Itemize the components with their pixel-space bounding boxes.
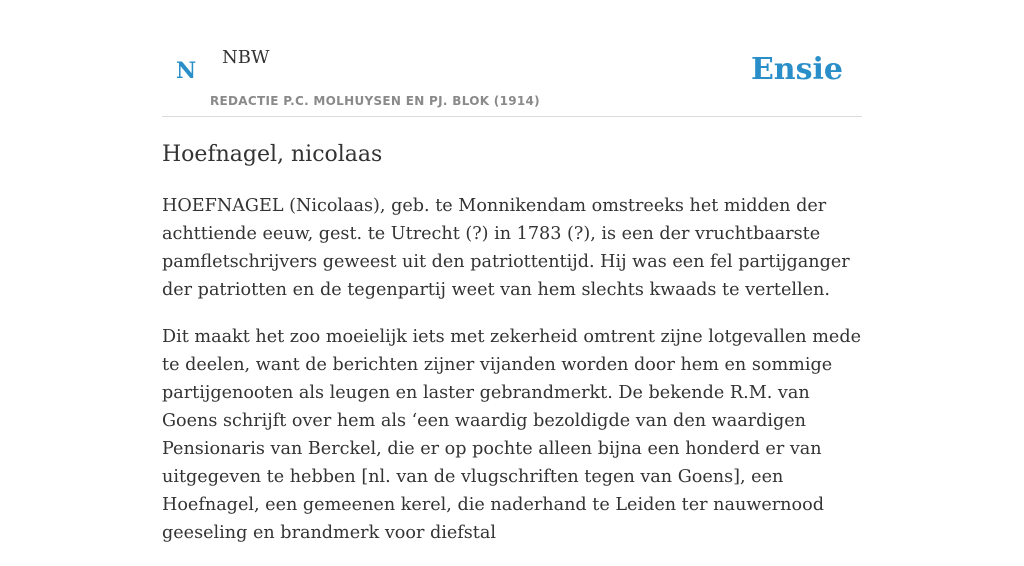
article-paragraph: HOEFNAGEL (Nicolaas), geb. te Monnikendam omstreeks het midden der achttiende eeuw, gest. te Utrecht (?) in 1783 (?), is een der vruchtbaarste pamfletschrijvers geweest uit den patriottentijd. Hij was een fel partijganger der patriotten en de tegenpartij weet van hem slechts kwaads te vertellen.	[162, 196, 850, 300]
article-body	[162, 192, 862, 566]
source-subtitle: REDACTIE P.C. MOLHUYSEN EN PJ. BLOK (1914)	[210, 94, 540, 108]
brand-logo[interactable]: Ensie	[750, 52, 843, 87]
article-title: Hoefnagel, nicolaas	[162, 142, 383, 167]
article-paragraph: Dit maakt het zoo moeielijk iets met zekerheid omtrent zijne lotgevallen mede te deelen, want de berichten zijner vijanden worden door hem en sommige partijgenooten als leugen en laster gebrandmerkt. De bekende R.M. van Goens schrijft over hem als ‘een waardig bezoldigde van den waardigen Pensionaris van Berckel, die er op pochte alleen bijna een honderd er van uitgegeven te hebben [nl. van de vlugschriften tegen van Goens], een Hoefnagel, een gemeenen kerel, die naderhand te Leiden ter nauwernood geeseling en brandmerk voor diefstal	[162, 327, 861, 543]
source-logo-letter[interactable]: N	[176, 58, 197, 84]
source-name[interactable]: NBW	[222, 47, 270, 68]
page-header	[162, 0, 862, 117]
